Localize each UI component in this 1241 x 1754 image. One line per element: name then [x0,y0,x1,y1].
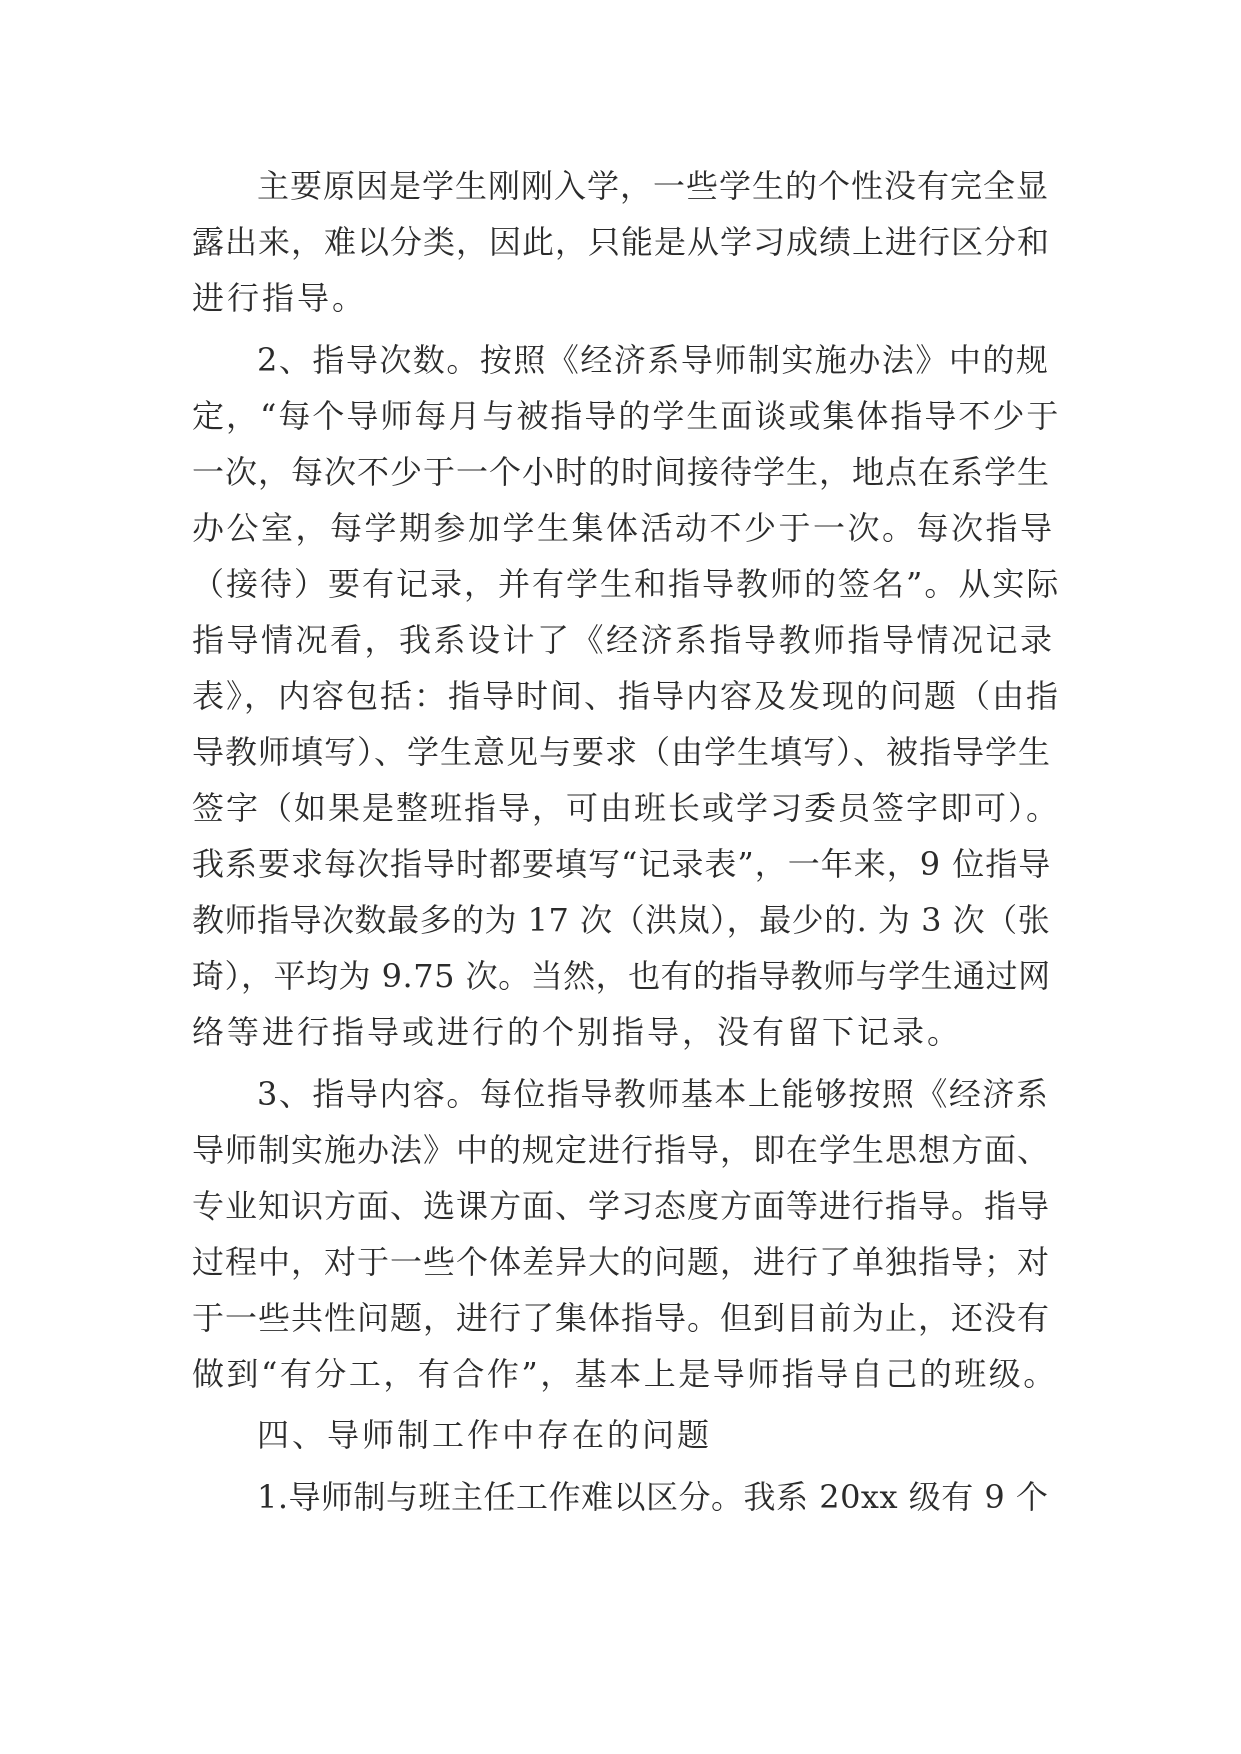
text-line: 我系要求每次指导时都要填写“记录表”，一年来，9 位指导 [192,845,1052,883]
section-heading: 四、导师制工作中存在的问题 [257,1416,713,1454]
text-line: 导师制实施办法》中的规定进行指导，即在学生思想方面、 [192,1131,1051,1169]
text-line: 指导情况看，我系设计了《经济系指导教师指导情况记录 [192,621,1055,659]
text-line: 主要原因是学生刚刚入学，一些学生的个性没有完全显 [257,167,1050,205]
text-line: 3、指导内容。每位指导教师基本上能够按照《经济系 [257,1075,1050,1113]
text-line: 导教师填写）、学生意见与要求（由学生填写）、被指导学生 [192,733,1052,771]
text-line: 琦），平均为 9.75 次。当然，也有的指导教师与学生通过网 [192,957,1051,995]
text-line: 1.导师制与班主任工作难以区分。我系 20xx 级有 9 个 [257,1478,1049,1516]
text-line: 络等进行指导或进行的个别指导，没有留下记录。 [192,1013,963,1051]
text-line: 过程中，对于一些个体差异大的问题，进行了单独指导；对 [192,1243,1051,1281]
text-line: 签字（如果是整班指导，可由班长或学习委员签字即可）。 [192,789,1061,827]
text-line: 进行指导。 [192,279,368,317]
text-line: 定，“每个导师每月与被指导的学生面谈或集体指导不少于 [192,397,1061,435]
text-line: 2、指导次数。按照《经济系导师制实施办法》中的规 [257,341,1050,379]
text-line: 教师指导次数最多的为 17 次（洪岚），最少的. 为 3 次（张 [192,901,1051,939]
text-line: 做到“有分工，有合作”，基本上是导师指导自己的班级。 [192,1355,1058,1393]
text-line: 办公室，每学期参加学生集体活动不少于一次。每次指导 [192,509,1055,547]
text-line: 一次，每次不少于一个小时的时间接待学生，地点在系学生 [192,453,1051,491]
text-line: 露出来，难以分类，因此，只能是从学习成绩上进行区分和 [192,223,1051,261]
text-line: 于一些共性问题，进行了集体指导。但到目前为止，还没有 [192,1299,1051,1337]
text-line: 表》，内容包括：指导时间、指导内容及发现的问题（由指 [192,677,1061,715]
text-line: （接待）要有记录，并有学生和指导教师的签名”。从实际 [192,565,1061,603]
text-line: 专业知识方面、选课方面、学习态度方面等进行指导。指导 [192,1187,1051,1225]
